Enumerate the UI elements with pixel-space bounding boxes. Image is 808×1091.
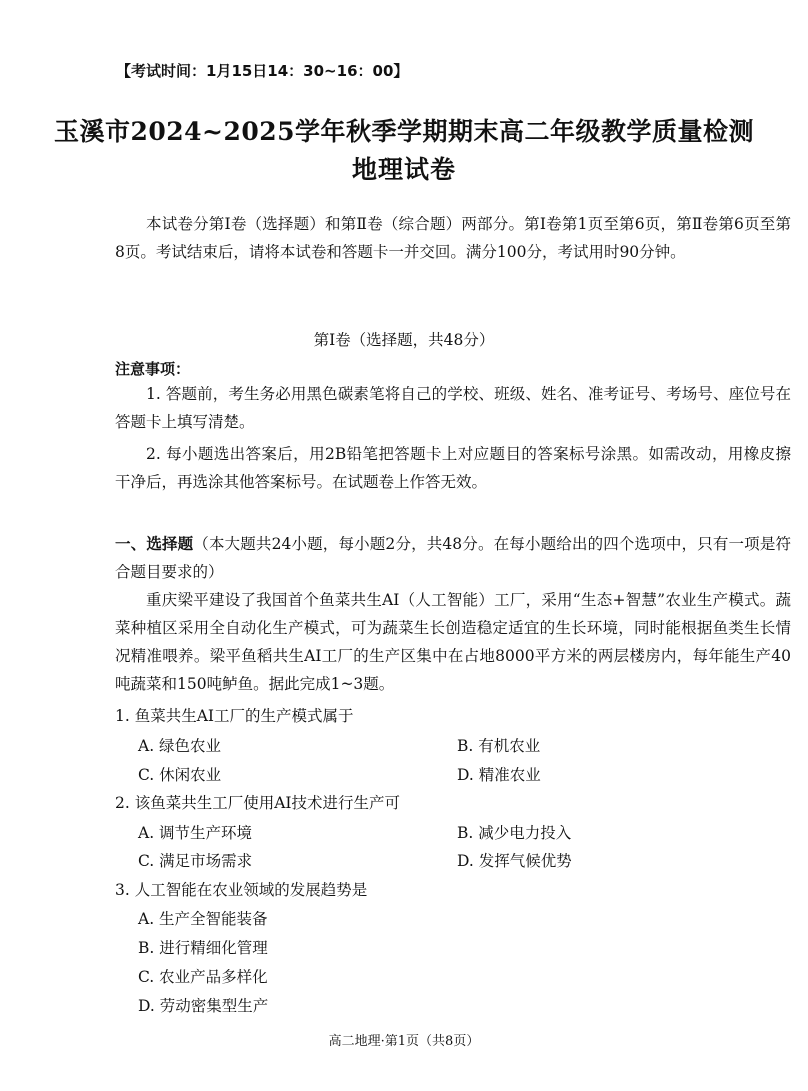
- subject-title: 地理试卷: [351, 155, 456, 184]
- part-heading-label: 一、选择题: [115, 535, 194, 553]
- option: B. 减少电力投入: [457, 824, 572, 842]
- section-title: 第Ⅰ卷（选择题，共48分）: [313, 331, 495, 349]
- exam-title: 玉溪市2024~2025学年秋季学期期末高二年级教学质量检测: [53, 117, 755, 146]
- question-stem: 1. 鱼菜共生AI工厂的生产模式属于: [115, 707, 354, 725]
- question-stem: 2. 该鱼菜共生工厂使用AI技术进行生产可: [115, 794, 401, 812]
- exam-time: 【考试时间：1月15日14：30~16：00】: [116, 62, 409, 80]
- part-heading: [115, 530, 791, 586]
- part-heading-instructions: （本大题共24小题，每小题2分，共48分。在每小题给出的四个选项中，只有一项是符合题目要求的）: [115, 535, 791, 581]
- note-item: 2. 每小题选出答案后，用2B铅笔把答题卡上对应题目的答案标号涂黑。如需改动，用橡皮擦干净后，再选涂其他答案标号。在试题卷上作答无效。: [115, 445, 791, 491]
- option: D. 发挥气候优势: [457, 852, 572, 870]
- option: A. 生产全智能装备: [138, 910, 268, 928]
- reading-passage: 重庆梁平建设了我国首个鱼菜共生AI（人工智能）工厂，采用“生态+智慧”农业生产模式。蔬菜种植区采用全自动化生产模式，可为蔬菜生长创造稳定适宜的生长环境，同时能根据鱼类生长情况精准喂养。梁平鱼稻共生AI工厂的生产区集中在占地8000平方米的两层楼房内，每年能生产40吨蔬菜和150吨鲈鱼。据此完成1~3题。: [115, 591, 791, 693]
- page-footer: 高二地理·第1页（共8页）: [328, 1034, 480, 1049]
- option: B. 有机农业: [457, 737, 541, 755]
- option: D. 劳动密集型生产: [138, 997, 269, 1015]
- option: A. 调节生产环境: [138, 824, 253, 842]
- option: B. 进行精细化管理: [138, 939, 268, 957]
- intro-paragraph: 本试卷分第Ⅰ卷（选择题）和第Ⅱ卷（综合题）两部分。第Ⅰ卷第1页至第6页，第Ⅱ卷第6页至第8页。考试结束后，请将本试卷和答题卡一并交回。满分100分，考试用时90分钟。: [115, 215, 791, 261]
- option: A. 绿色农业: [138, 737, 222, 755]
- note-item: 1. 答题前，考生务必用黑色碳素笔将自己的学校、班级、姓名、准考证号、考场号、座位号在答题卡上填写清楚。: [115, 385, 791, 431]
- option: C. 休闲农业: [138, 766, 222, 784]
- notes-title: 注意事项：: [115, 360, 191, 378]
- option: D. 精准农业: [457, 766, 541, 784]
- question-stem: 3. 人工智能在农业领域的发展趋势是: [115, 881, 368, 899]
- option: C. 农业产品多样化: [138, 968, 268, 986]
- option: C. 满足市场需求: [138, 852, 253, 870]
